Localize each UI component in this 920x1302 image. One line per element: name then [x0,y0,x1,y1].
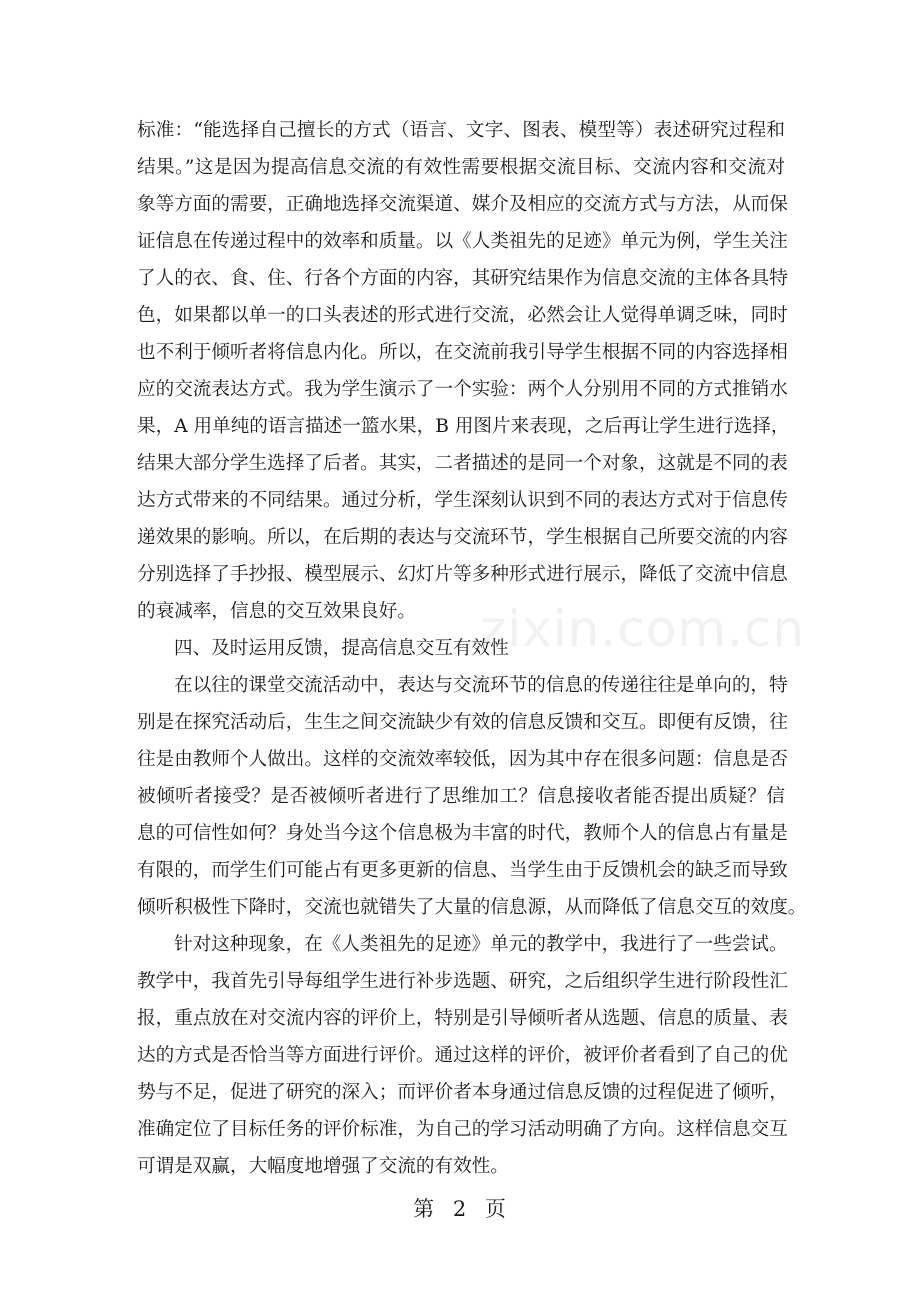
text-line: 报，重点放在对交流内容的评价上，特别是引导倾听者从选题、信息的质量、表 [137,1008,788,1029]
text-line: 也不利于倾听者将信息内化。所以，在交流前我引导学生根据不同的内容选择相 [137,342,788,363]
section-heading: 四、及时运用反馈，提高信息交互有效性 [174,638,509,659]
page-number-value: 2 [452,1197,468,1221]
text-line: 在以往的课堂交流活动中，表达与交流环节的信息的传递往往是单向的，特 [174,675,788,696]
text-line: 色，如果都以单一的口头表述的形式进行交流，必然会让人觉得单调乏味，同时 [137,305,788,326]
body-text [137,112,807,1185]
text-line: 教学中，我首先引导每组学生进行补步选题、研究，之后组织学生进行阶段性汇 [137,971,788,992]
text-line: 象等方面的需要，正确地选择交流渠道、媒介及相应的交流方式与方法，从而保 [137,194,788,215]
text-line: 了人的衣、食、住、行各个方面的内容，其研究结果作为信息交流的主体各具特 [137,268,788,289]
text-line: 证信息在传递过程中的效率和质量。以《人类祖先的足迹》单元为例，学生关注 [137,231,788,252]
text-line: 有限的，而学生们可能占有更多更新的信息、当学生由于反馈机会的缺乏而导致 [137,860,788,881]
text-line: 势与不足，促进了研究的深入；而评价者本身通过信息反馈的过程促进了倾听， [137,1082,788,1103]
text-line: 息的可信性如何？身处当今这个信息极为丰富的时代，教师个人的信息占有量是 [137,823,788,844]
watermark: zixin.com.cn [480,600,806,658]
text-line: 准确定位了目标任务的评价标准，为自己的学习活动明确了方向。这样信息交互 [137,1119,788,1140]
text-line: 可谓是双赢，大幅度地增强了交流的有效性。 [137,1156,509,1177]
text-line: 结果大部分学生选择了后者。其实，二者描述的是同一个对象，这就是不同的表 [137,453,788,474]
page-number [0,1193,920,1223]
text-line: 结果。”这是因为提高信息交流的有效性需要根据交流目标、交流内容和交流对 [137,157,785,178]
text-line: 标准：“能选择自己擅长的方式（语言、文字、图表、模型等）表述研究过程和 [137,120,785,141]
text-line: 被倾听者接受？是否被倾听者进行了思维加工？信息接收者能否提出质疑？信 [137,786,785,807]
text-line: 达的方式是否恰当等方面进行评价。通过这样的评价，被评价者看到了自己的优 [137,1045,788,1066]
text-line: 别是在探究活动后，生生之间交流缺少有效的信息反馈和交互。即便有反馈，往 [137,712,788,733]
page-number-suffix: 页 [484,1197,507,1221]
text-line: 达方式带来的不同结果。通过分析，学生深刻认识到不同的表达方式对于信息传 [137,490,788,511]
text-line: 应的交流表达方式。我为学生演示了一个实验：两个人分别用不同的方式推销水 [137,379,788,400]
text-line: 分别选择了手抄报、模型展示、幻灯片等多种形式进行展示，降低了交流中信息 [137,564,788,585]
text-line: 倾听积极性下降时，交流也就错失了大量的信息源，从而降低了信息交互的效度。 [137,897,807,918]
text-line: 的衰减率，信息的交互效果良好。 [137,601,416,622]
text-line: 针对这种现象，在《人类祖先的足迹》单元的教学中，我进行了一些尝试。 [174,934,788,955]
text-line: 递效果的影响。所以，在后期的表达与交流环节，学生根据自己所要交流的内容 [137,527,788,548]
page-number-prefix: 第 [413,1197,436,1221]
text-line: 果，A 用单纯的语言描述一篮水果，B 用图片来表现，之后再让学生进行选择， [137,416,790,437]
text-line: 往是由教师个人做出。这样的交流效率较低，因为其中存在很多问题：信息是否 [137,749,788,770]
